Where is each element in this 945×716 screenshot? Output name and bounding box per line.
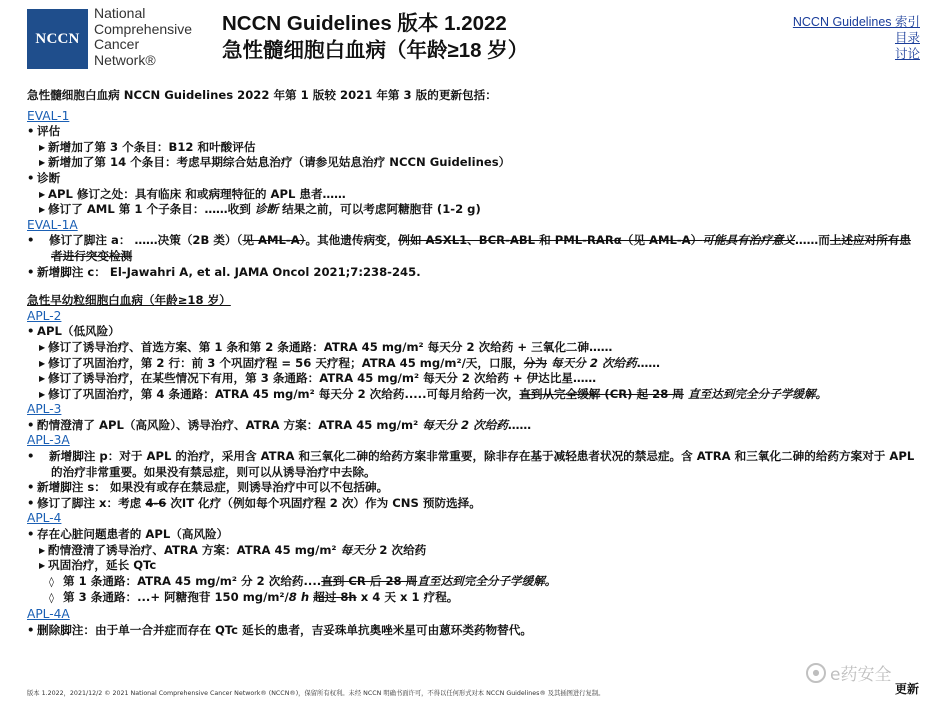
item-text: 酌情澄清了 APL（高风险）、诱导治疗、ATRA 方案：ATRA 45 mg/m²	[37, 417, 419, 432]
title-line-1: NCCN Guidelines 版本 1.2022	[222, 12, 507, 35]
list-item: ▶ 新增加了第 14 个条目：考虑早期综合姑息治疗（请参见姑息治疗 NCCN Guidelines）	[39, 155, 511, 170]
list-item: ▶ 新增加了第 3 个条目：B12 和叶酸评估	[39, 139, 256, 154]
item-text: 巩固治疗，延长 QTc	[48, 558, 157, 573]
apl-section-heading: 急性早幼粒细胞白血病（年龄≥18 岁）	[27, 293, 231, 308]
list-item: ▶ 酌情澄清了诱导治疗、ATRA 方案：ATRA 45 mg/m² 每天分 2 次给药	[39, 542, 427, 557]
item-text: 。其他遗传病变，	[305, 233, 399, 248]
item-text: 次IT 化疗（例如每个巩固疗程 2 次）作为 CNS 预防选择。	[170, 495, 481, 510]
list-item: • 修订了脚注 a： ……决策（2B 类）（见 AML-A）。其他遗传病变，例如 ASXL1、BCR-ABL 和 PML-RARα（见 AML-A）可能具有治疗意义……而上述应对所有患者进行突变检测	[27, 233, 911, 263]
item-text-italic: 每天分	[340, 542, 376, 557]
item-text: 2 次给药	[379, 542, 427, 557]
nccn-logo: NCCN	[27, 9, 88, 69]
list-item: • 删除脚注：由于单一合并症而存在 QTc 延长的患者，吉妥珠单抗奥唑米星可由蒽环类药物替代。	[27, 622, 532, 637]
struck-text: 上述应对所有患者进行突变检测	[51, 233, 911, 263]
item-text-italic: 诊断	[254, 202, 279, 217]
item-text: 修订了诱导治疗，在某些情况下有用，第 3 条通路：ATRA 45 mg/m² 每天分 2 次给药 + 伊达比星……	[48, 371, 597, 386]
list-item: • 评估	[27, 124, 61, 139]
list-item: ▶ 修订了巩固治疗，第 4 条通路：ATRA 45 mg/m² 每天分 2 次给药.....可每月给药一次，直到从完全缓解 (CR) 起 28 周 直至达到完全分子学缓解。	[39, 386, 828, 401]
struck-text: 见 AML-A）	[242, 233, 306, 248]
list-item: • 诊断	[27, 170, 61, 185]
intro-text: 急性髓细胞白血病 NCCN Guidelines 2022 年第 1 版较 2021 年第 3 版的更新包括：	[27, 88, 497, 102]
item-text: 修订了巩固治疗，第 4 条通路：ATRA 45 mg/m² 每天分 2 次给药.....可每月给药一次，	[48, 386, 520, 401]
item-text-italic: 8 h	[288, 590, 310, 605]
list-item: ▶ 修订了诱导治疗，在某些情况下有用，第 3 条通路：ATRA 45 mg/m² 每天分 2 次给药 + 伊达比星……	[39, 371, 597, 386]
item-text: 修订了巩固治疗，第 2 行：前 3 个巩固疗程 = 56 天疗程；ATRA 45 mg/m²/天，口服，	[48, 355, 524, 370]
footer-copyright: 版本 1.2022，2021/12/2 © 2021 National Comprehensive Cancer Network® (NCCN®)，保留所有权利。未经 NCCN 明确书面许可，不得以任何形式对本 NCCN Guidelines® 及其插图进行复制。	[27, 690, 605, 697]
item-text: APL（低风险）	[37, 324, 120, 339]
link-apl-3a[interactable]: APL-3A	[27, 433, 70, 448]
item-text: 存在心脏问题患者的 APL（高风险）	[37, 527, 229, 542]
list-item: • 酌情澄清了 APL（高风险）、诱导治疗、ATRA 方案：ATRA 45 mg/m² 每天分 2 次给药……	[27, 417, 532, 432]
list-item: • 新增脚注 s： 如果没有或存在禁忌症，则诱导治疗中可以不包括砷。	[27, 480, 389, 495]
link-apl-2[interactable]: APL-2	[27, 308, 62, 323]
item-text: 新增脚注 c： El-Jawahri A, et al. JAMA Oncol 2021;7:238-245.	[37, 264, 421, 279]
item-text: 第 3 条通路：...+ 阿糖孢苷 150 mg/m²/	[63, 590, 289, 605]
link-apl-3[interactable]: APL-3	[27, 402, 62, 417]
list-item: ▶ 修订了诱导治疗、首选方案、第 1 条和第 2 条通路：ATRA 45 mg/m² 每天分 2 次给药 + 三氧化二砷……	[39, 339, 613, 354]
list-item: • 存在心脏问题患者的 APL（高风险）	[27, 527, 229, 542]
list-item: • 修订了脚注 x：考虑 4-6 次IT 化疗（例如每个巩固疗程 2 次）作为 CNS 预防选择。	[27, 495, 481, 510]
struck-text: 直到 CR 后 28 周	[321, 573, 418, 588]
discussion-link[interactable]: 讨论	[894, 47, 920, 61]
item-text: 结果之前，可以考虑阿糖胞苷 (1-2 g)	[282, 202, 481, 217]
item-text: 诊断	[37, 170, 61, 185]
title-line-2: 急性髓细胞白血病（年龄≥18 岁）	[222, 39, 529, 62]
item-text-italic: 每天分 2 次给药	[551, 355, 637, 370]
item-text: 新增脚注 s： 如果没有或存在禁忌症，则诱导治疗中可以不包括砷。	[37, 480, 389, 495]
header-links	[793, 14, 920, 62]
link-eval-1[interactable]: EVAL-1	[27, 108, 70, 123]
list-item: • 新增脚注 p：对于 APL 的治疗，采用含 ATRA 和三氧化二砷的给药方案非常重要，除非存在基于减轻患者状况的禁忌症。含 ATRA 和三氧化二砷的给药方案对于 APL 的治疗非常重要。如果没有禁忌症，则可以从诱导治疗中去除。	[27, 449, 915, 479]
toc-link[interactable]: 目录	[894, 31, 920, 45]
item-text: ……	[636, 355, 660, 370]
link-eval-1a[interactable]: EVAL-1A	[27, 217, 78, 232]
item-text: 评估	[37, 124, 61, 139]
item-text: 第 1 条通路：ATRA 45 mg/m²	[63, 573, 237, 588]
struck-text: 超过 8h	[313, 590, 357, 605]
page-title	[222, 10, 528, 64]
org-name	[94, 6, 192, 68]
struck-text: 分为	[523, 355, 547, 370]
item-text: 删除脚注：由于单一合并症而存在 QTc 延长的患者，吉妥珠单抗奥唑米星可由蒽环类药物替代。	[37, 622, 532, 637]
item-text: 修订了 AML 第 1 个子条目：……收到	[48, 202, 251, 217]
org-line: Cancer	[94, 36, 140, 53]
item-text: 修订了诱导治疗、首选方案、第 1 条和第 2 条通路：ATRA 45 mg/m² 每天分 2 次给药 + 三氧化二砷……	[48, 339, 613, 354]
struck-text: 例如 ASXL1、BCR-ABL 和 PML-RARα（见 AML-A）	[398, 233, 703, 248]
org-line: National	[94, 5, 146, 21]
updates-content	[27, 88, 922, 638]
item-text: 修订了脚注 x：考虑	[37, 495, 142, 510]
item-text: 新增加了第 14 个条目：考虑早期综合姑息治疗（请参见姑息治疗 NCCN Guidelines）	[48, 155, 511, 170]
list-item: ▶ 巩固治疗，延长 QTc	[39, 558, 157, 573]
org-line: Network®	[94, 51, 156, 68]
list-item: • APL（低风险）	[27, 324, 120, 339]
list-item: ◊ 第 1 条通路：ATRA 45 mg/m² 分 2 次给药....直到 CR 后 28 周直至达到完全分子学缓解。	[49, 573, 557, 588]
item-text: ……	[507, 417, 532, 432]
item-text-italic: 每天分 2 次给药	[422, 417, 508, 432]
item-text: 分 2 次给药....	[241, 573, 322, 588]
item-text-italic: 直至达到完全分子学缓解。	[687, 386, 828, 401]
item-text: APL 修订之处：具有临床 和或病理特征的 APL 患者……	[48, 186, 346, 201]
item-text: ……而	[795, 233, 830, 248]
link-apl-4a[interactable]: APL-4A	[27, 607, 70, 621]
update-button[interactable]: 更新	[894, 682, 919, 696]
list-item: ▶ APL 修订之处：具有临床 和或病理特征的 APL 患者……	[39, 186, 346, 201]
item-text: 酌情澄清了诱导治疗、ATRA 方案：ATRA 45 mg/m²	[48, 542, 337, 557]
link-apl-4[interactable]: APL-4	[27, 511, 62, 526]
item-text: 新增脚注 p：对于 APL 的治疗，采用含 ATRA 和三氧化二砷的给药方案非常重要，除非存在基于减轻患者状况的禁忌症。含 ATRA 和三氧化二砷的给药方案对于 APL 的治疗非常重要。如果没有禁忌症，则可以从诱导治疗中去除。	[49, 449, 915, 479]
org-line: Comprehensive	[94, 20, 193, 37]
struck-text: 直到从完全缓解 (CR) 起 28 周	[519, 386, 684, 401]
watermark	[806, 660, 891, 685]
item-text: 新增加了第 3 个条目：B12 和叶酸评估	[48, 139, 256, 154]
guidelines-index-link[interactable]: NCCN Guidelines 索引	[792, 15, 920, 29]
list-item: ◊ 第 3 条通路：...+ 阿糖孢苷 150 mg/m²/8 h 超过 8h x 4 天 x 1 疗程。	[49, 590, 459, 605]
struck-text: 4-6	[145, 495, 167, 510]
item-text: x 4 天 x 1 疗程。	[360, 590, 459, 605]
watermark-text: e药安全	[830, 665, 892, 685]
item-text: 修订了脚注 a： ……决策（2B 类）（	[49, 233, 243, 248]
item-text-italic: 直至达到完全分子学缓解。	[417, 573, 557, 588]
list-item: • 新增脚注 c： El-Jawahri A, et al. JAMA Oncol 2021;7:238-245.	[27, 264, 421, 279]
wechat-icon: ●	[806, 663, 826, 683]
list-item: ▶ 修订了 AML 第 1 个子条目：……收到 诊断 结果之前，可以考虑阿糖胞苷 (1-2 g)	[39, 202, 481, 217]
struck-italic-text: 可能具有治疗意义	[702, 233, 796, 248]
list-item: ▶ 修订了巩固治疗，第 2 行：前 3 个巩固疗程 = 56 天疗程；ATRA 45 mg/m²/天，口服，分为 每天分 2 次给药……	[39, 355, 660, 370]
